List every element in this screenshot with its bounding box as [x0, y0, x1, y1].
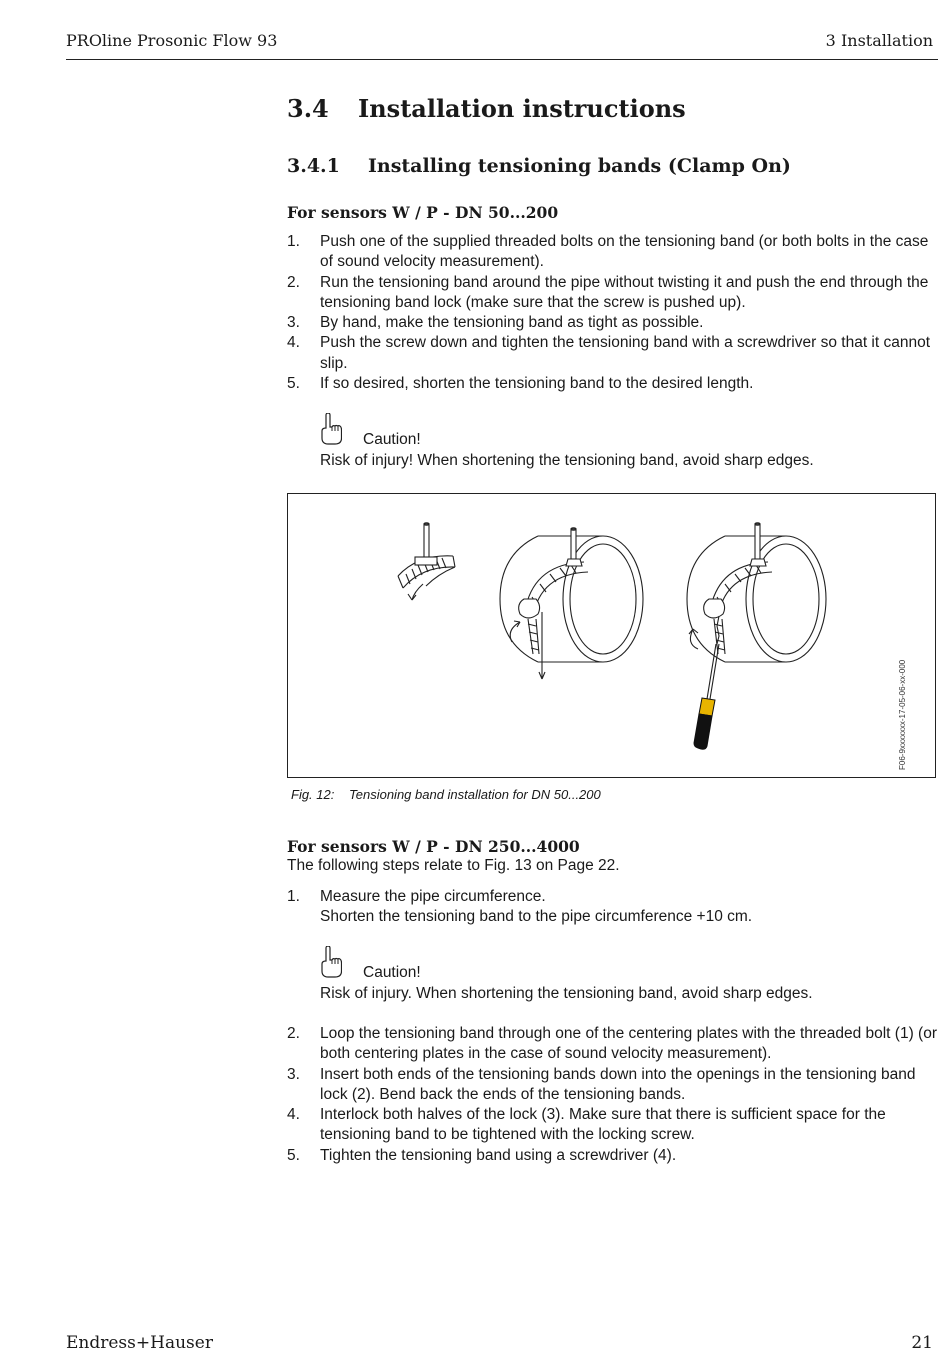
- step-number: 5.: [287, 375, 300, 393]
- figure-code: F06-9xxxxxxx-17-05-06-xx-000: [898, 659, 907, 770]
- part2-step-list: [287, 1024, 939, 1166]
- caution-title: Caution!: [363, 431, 421, 448]
- step-text: Run the tensioning band around the pipe without twisting it and push the end through the tensioning band lock (make sure that the screw is pushed up).: [320, 273, 929, 311]
- section-number: 3.4: [287, 94, 329, 123]
- header-product: PROline Prosonic Flow 93: [66, 31, 278, 50]
- caution-title: Caution!: [363, 964, 421, 981]
- step-number: 3.: [287, 314, 300, 332]
- list-item: [287, 232, 939, 273]
- list-item: [287, 313, 939, 333]
- step-text: By hand, make the tensioning band as tight as possible.: [320, 314, 704, 332]
- tensioning-band-illustration: [288, 494, 936, 778]
- pointing-hand-icon: [320, 946, 342, 978]
- header-chapter: 3 Installation: [825, 31, 933, 50]
- step-number: 1.: [287, 233, 300, 250]
- list-item: [287, 374, 939, 394]
- panel-3: [687, 523, 826, 699]
- step-text: Loop the tensioning band through one of the centering plates with the threaded bolt (1) (or both centering plates in the case of sound velocity measurement).: [320, 1025, 937, 1063]
- step-text: Measure the pipe circumference.: [320, 888, 546, 905]
- list-item: [287, 1105, 939, 1146]
- section-heading: [287, 94, 686, 123]
- section-title: Installation instructions: [358, 94, 686, 123]
- step-number: 1.: [287, 888, 300, 905]
- list-item: [287, 887, 939, 928]
- part2-step1: [287, 887, 939, 928]
- step-text-line2: Shorten the tensioning band to the pipe circumference +10 cm.: [320, 908, 753, 926]
- list-item: [287, 1146, 939, 1166]
- footer-brand: Endress+Hauser: [66, 1333, 213, 1353]
- list-item: [287, 1065, 939, 1106]
- caution-text: Risk of injury! When shortening the tensioning band, avoid sharp edges.: [320, 452, 814, 469]
- list-item: [287, 333, 939, 374]
- part2-heading: For sensors W / P - DN 250...4000: [287, 837, 580, 856]
- header-rule: [66, 59, 938, 60]
- pointing-hand-icon: [320, 413, 342, 445]
- step-number: 2.: [287, 1025, 300, 1042]
- step-number: 4.: [287, 1106, 300, 1124]
- step-number: 4.: [287, 334, 300, 352]
- part1-heading: For sensors W / P - DN 50...200: [287, 203, 559, 222]
- caution-text: Risk of injury. When shortening the tensioning band, avoid sharp edges.: [320, 985, 813, 1002]
- step-text: Push the screw down and tighten the tensioning band with a screwdriver so that it cannot slip.: [320, 334, 931, 372]
- part2-intro: The following steps relate to Fig. 13 on Page 22.: [287, 857, 620, 874]
- caption-text: Tensioning band installation for DN 50...200: [349, 787, 601, 802]
- screwdriver: [694, 698, 715, 749]
- step-text: Insert both ends of the tensioning bands down into the openings in the tensioning band lock (2). Bend back the ends of the tensioning bands.: [320, 1065, 916, 1103]
- subsection-heading: [287, 155, 791, 177]
- step-number: 5.: [287, 1146, 300, 1164]
- footer-page-number: 21: [911, 1333, 933, 1353]
- step-text: Push one of the supplied threaded bolts on the tensioning band (or both bolts in the case of sound velocity measurement).: [320, 233, 929, 271]
- list-item: [287, 273, 939, 314]
- step-text: Interlock both halves of the lock (3). Make sure that there is sufficient space for the tensioning band to be tightened with the locking screw.: [320, 1106, 886, 1144]
- panel-2: [500, 528, 643, 679]
- subsection-title: Installing tensioning bands (Clamp On): [368, 155, 791, 177]
- step-number: 2.: [287, 273, 300, 291]
- figure-12: [287, 493, 936, 778]
- list-item: [287, 1024, 939, 1065]
- caption-label: Fig. 12:: [291, 787, 335, 802]
- step-text: Tighten the tensioning band using a screwdriver (4).: [320, 1146, 677, 1164]
- step-number: 3.: [287, 1065, 300, 1083]
- panel-1: [398, 523, 455, 600]
- figure-caption: [291, 787, 601, 802]
- part1-step-list: [287, 232, 939, 394]
- step-text: If so desired, shorten the tensioning band to the desired length.: [320, 375, 754, 393]
- subsection-number: 3.4.1: [287, 155, 340, 177]
